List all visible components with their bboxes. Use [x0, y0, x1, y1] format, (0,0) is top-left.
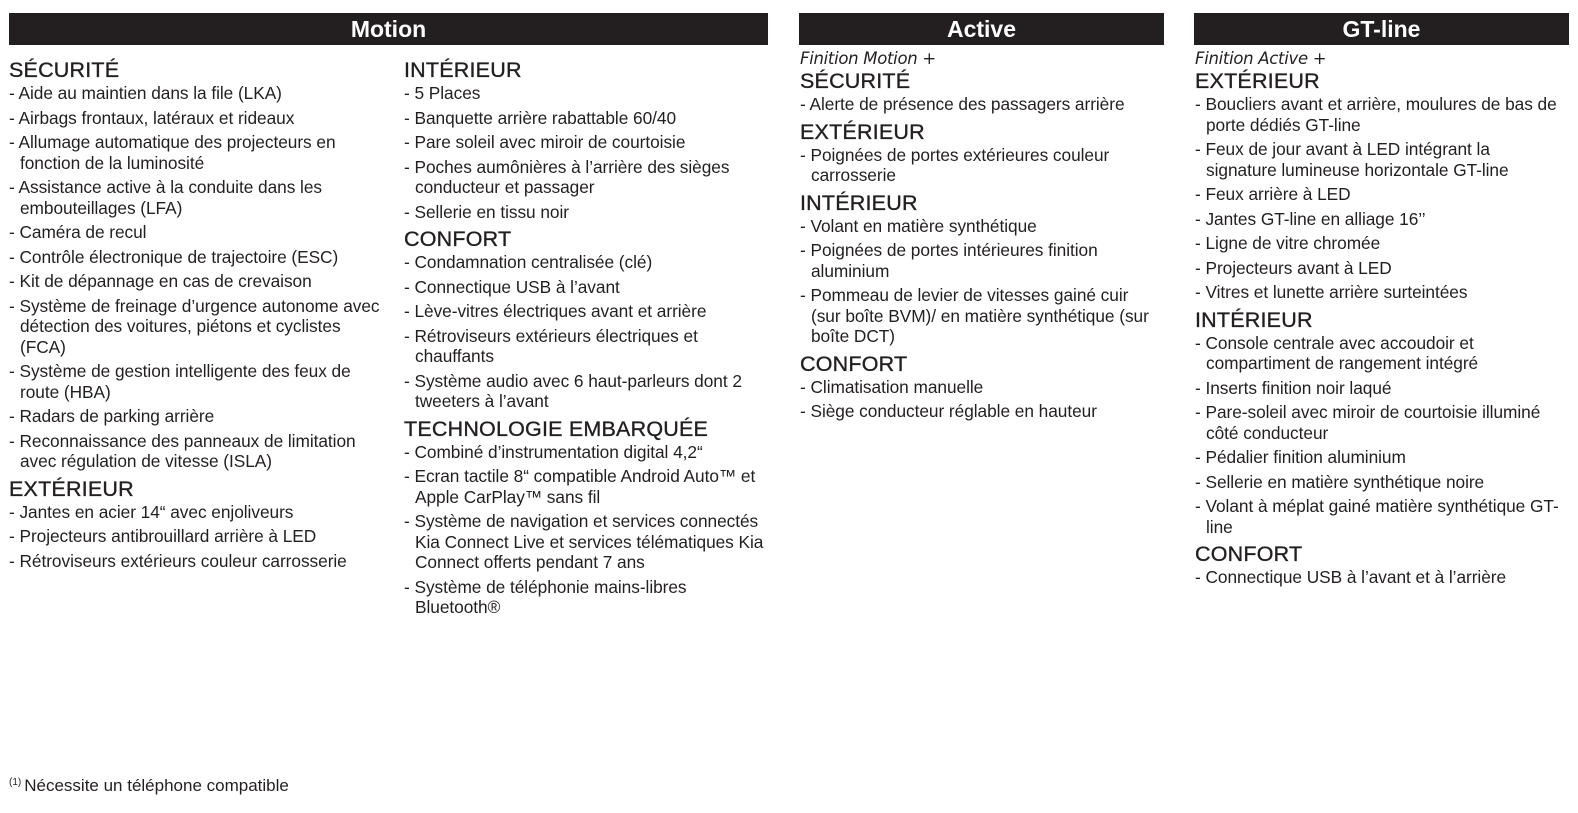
- feature-item: - Projecteurs avant à LED: [1195, 258, 1565, 279]
- active-sections: [800, 68, 1160, 422]
- active-column: [800, 49, 1160, 426]
- feature-item: - Climatisation manuelle: [800, 377, 1160, 398]
- feature-item: - Airbags frontaux, latéraux et rideaux: [9, 108, 389, 129]
- feature-item: - Rétroviseurs extérieurs couleur carrosserie: [9, 551, 389, 572]
- feature-item: - Banquette arrière rabattable 60/40: [404, 108, 774, 129]
- feature-item: - Vitres et lunette arrière surteintées: [1195, 282, 1565, 303]
- feature-item: - Jantes GT-line en alliage 16’’: [1195, 209, 1565, 230]
- feature-list: [1195, 94, 1565, 303]
- feature-item: - Système de freinage d’urgence autonome avec détection des voitures, piétons et cyclistes (FCA): [9, 296, 389, 358]
- section-heading: INTÉRIEUR: [1195, 307, 1313, 332]
- feature-list: [800, 377, 1160, 422]
- feature-item: - Sellerie en tissu noir: [404, 202, 774, 223]
- section-heading: EXTÉRIEUR: [1195, 69, 1320, 93]
- section-heading: SÉCURITÉ: [9, 58, 120, 82]
- feature-item: - Radars de parking arrière: [9, 406, 389, 427]
- feature-item: - Assistance active à la conduite dans les embouteillages (LFA): [9, 177, 389, 218]
- section-heading: CONFORT: [800, 351, 908, 376]
- trim-header-motion: Motion: [9, 13, 768, 45]
- feature-item: - Connectique USB à l’avant: [404, 277, 774, 298]
- gtline-column: [1195, 49, 1565, 592]
- feature-item: - Feux arrière à LED: [1195, 184, 1565, 205]
- section-heading: INTÉRIEUR: [404, 58, 522, 82]
- feature-list: [800, 145, 1160, 186]
- feature-item: - Système de téléphonie mains-libres Bluetooth®: [404, 577, 774, 618]
- feature-item: - Caméra de recul: [9, 222, 389, 243]
- feature-item: - Aide au maintien dans la file (LKA): [9, 83, 389, 104]
- feature-item: - Boucliers avant et arrière, moulures de bas de porte dédiés GT-line: [1195, 94, 1565, 135]
- feature-item: - Système de navigation et services connectés Kia Connect Live et services télématiques Kia Connect offerts pendant 7 ans: [404, 511, 774, 573]
- feature-item: - Allumage automatique des projecteurs en fonction de la luminosité: [9, 132, 389, 173]
- feature-item: - Lève-vitres électriques avant et arrière: [404, 301, 774, 322]
- section-heading: SÉCURITÉ: [800, 69, 911, 93]
- feature-item: - Console centrale avec accoudoir et compartiment de rangement intégré: [1195, 333, 1565, 374]
- feature-list: [1195, 567, 1565, 588]
- feature-item: - Combiné d’instrumentation digital 4,2“: [404, 442, 774, 463]
- feature-item: - Rétroviseurs extérieurs électriques et chauffants: [404, 326, 774, 367]
- feature-list: [404, 83, 774, 222]
- trim-header-active: Active: [799, 13, 1164, 45]
- feature-list: [800, 216, 1160, 347]
- feature-item: - Volant à méplat gainé matière synthétique GT-line: [1195, 496, 1565, 537]
- feature-item: - Pare-soleil avec miroir de courtoisie illuminé côté conducteur: [1195, 402, 1565, 443]
- footnote: [9, 776, 289, 796]
- feature-item: - Pommeau de levier de vitesses gainé cuir (sur boîte BVM)/ en matière synthétique (sur boîte DCT): [800, 285, 1160, 347]
- feature-item: - Reconnaissance des panneaux de limitation avec régulation de vitesse (ISLA): [9, 431, 389, 472]
- feature-item: - Système de gestion intelligente des feux de route (HBA): [9, 361, 389, 402]
- feature-item: - Ecran tactile 8“ compatible Android Auto™ et Apple CarPlay™ sans fil: [404, 466, 774, 507]
- feature-item: - Alerte de présence des passagers arrière: [800, 94, 1160, 115]
- feature-item: - Poches aumônières à l’arrière des sièges conducteur et passager: [404, 157, 774, 198]
- feature-item: - Sellerie en matière synthétique noire: [1195, 472, 1565, 493]
- feature-item: - Feux de jour avant à LED intégrant la signature lumineuse horizontale GT-line: [1195, 139, 1565, 180]
- section-heading: CONFORT: [404, 227, 512, 251]
- motion-column-left: [9, 57, 389, 575]
- section-heading: EXTÉRIEUR: [9, 476, 134, 501]
- feature-item: - Condamnation centralisée (clé): [404, 252, 774, 273]
- feature-item: - Contrôle électronique de trajectoire (ESC): [9, 247, 389, 268]
- section-heading: EXTÉRIEUR: [800, 119, 925, 144]
- gtline-subtitle: Finition Active +: [1195, 49, 1327, 68]
- feature-item: - Projecteurs antibrouillard arrière à LED: [9, 526, 389, 547]
- feature-list: [9, 83, 389, 472]
- feature-item: - Poignées de portes extérieures couleur carrosserie: [800, 145, 1160, 186]
- feature-list: [1195, 333, 1565, 538]
- feature-item: - Jantes en acier 14“ avec enjoliveurs: [9, 502, 389, 523]
- gtline-sections: [1195, 68, 1565, 588]
- feature-item: - Poignées de portes intérieures finition aluminium: [800, 240, 1160, 281]
- feature-item: - Inserts finition noir laqué: [1195, 378, 1565, 399]
- feature-item: - Kit de dépannage en cas de crevaison: [9, 271, 389, 292]
- active-subtitle: Finition Motion +: [800, 49, 936, 68]
- trim-header-gtline: GT-line: [1194, 13, 1569, 45]
- footnote-text: Nécessite un téléphone compatible: [24, 776, 289, 795]
- motion-column-right: [404, 57, 774, 622]
- section-heading: CONFORT: [1195, 542, 1303, 566]
- feature-list: [404, 442, 774, 618]
- feature-list: [800, 94, 1160, 115]
- feature-item: - Volant en matière synthétique: [800, 216, 1160, 237]
- feature-item: - Système audio avec 6 haut-parleurs dont 2 tweeters à l’avant: [404, 371, 774, 412]
- footnote-marker: (1): [9, 777, 22, 788]
- section-heading: TECHNOLOGIE EMBARQUÉE: [404, 416, 709, 441]
- feature-item: - Ligne de vitre chromée: [1195, 233, 1565, 254]
- feature-item: - Siège conducteur réglable en hauteur: [800, 401, 1160, 422]
- feature-list: [9, 502, 389, 572]
- section-heading: INTÉRIEUR: [800, 190, 918, 215]
- feature-item: - 5 Places: [404, 83, 774, 104]
- feature-item: - Connectique USB à l’avant et à l’arrière: [1195, 567, 1565, 588]
- feature-list: [404, 252, 774, 412]
- feature-item: - Pédalier finition aluminium: [1195, 447, 1565, 468]
- feature-item: - Pare soleil avec miroir de courtoisie: [404, 132, 774, 153]
